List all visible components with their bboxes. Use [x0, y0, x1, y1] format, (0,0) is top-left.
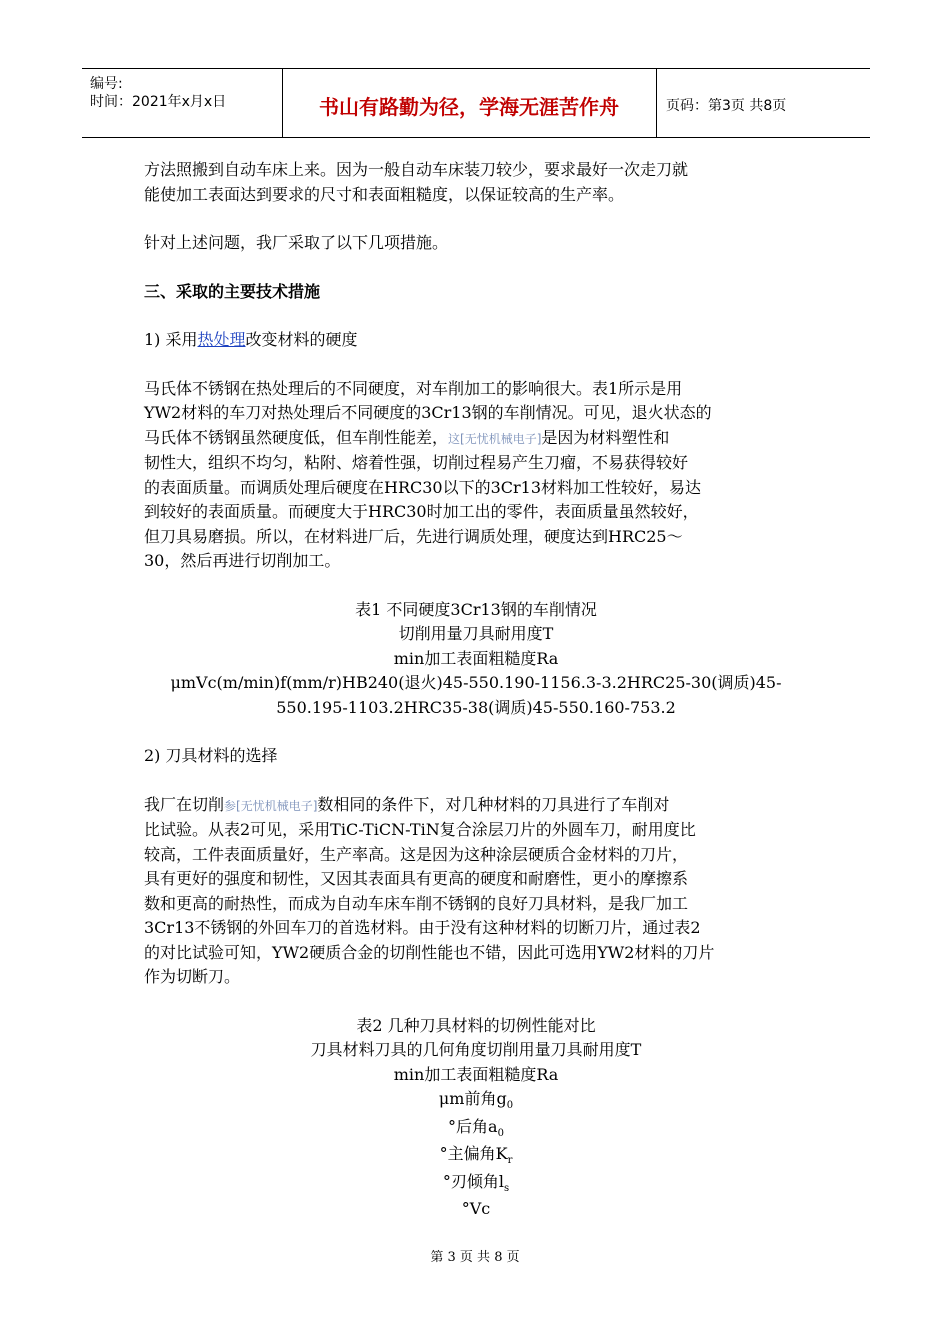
header-page-cell [656, 69, 870, 137]
page-footer: 第 3 页 共 8 页 [430, 1250, 520, 1265]
paragraph-line: 3Cr13不锈钢的外回车刀的首选材料。由于没有这种材料的切断刀片，通过表2 [144, 918, 701, 937]
table2-line: °后角$a_0$ [448, 1116, 504, 1139]
table2-line: °主偏角$K_r$ [439, 1144, 513, 1166]
header-motto-cell [282, 69, 657, 137]
table2-line: °Vc [461, 1199, 491, 1218]
table1-line: 切削用量刀具耐用度T [398, 624, 554, 643]
paragraph-line: 数和更高的耐热性，而成为自动车床车削不锈钢的良好刀具材料，是我厂加工 [144, 893, 689, 913]
table2-title: 表2 几种刀具材料的切例性能对比 [356, 1015, 596, 1035]
table1-line: 550.195-1103.2HRC35-38(调质)45-550.160-753.2 [276, 697, 676, 717]
heat-treatment-link[interactable]: 热处理 [197, 330, 246, 349]
item-suffix: 改变材料的硬度 [245, 330, 358, 349]
header-motto: 书山有路勤为径，学海无涯苦作舟 [319, 95, 619, 119]
paragraph-line: 我厂在切削参[无忧机械电子]数相同的条件下，对几种材料的刀具进行了车削对 [144, 794, 670, 814]
table2-line: μm前角$g_0$ [438, 1089, 514, 1111]
paragraph-line: 到较好的表面质量。而硬度大于HRC30时加工出的零件，表面质量虽然较好， [144, 502, 699, 521]
paragraph-line: 方法照搬到自动车床上来。因为一般自动车床装刀较少，要求最好一次走刀就 [144, 160, 689, 179]
table1-line: min加工表面粗糙度Ra [393, 648, 559, 668]
paragraph-line: 比试验。从表2可见，采用TiC-TiCN-TiN复合涂层刀片的外圆车刀，耐用度比 [144, 820, 696, 839]
table2-line: 刀具材料刀具的几何角度切削用量刀具耐用度T [310, 1040, 642, 1059]
document-body [144, 158, 808, 1222]
section-heading: 三、采取的主要技术措施 [144, 281, 321, 301]
page-header [82, 68, 870, 138]
table1-title: 表1 不同硬度3Cr13钢的车削情况 [355, 599, 597, 619]
paragraph-line: 具有更好的强度和韧性，又因其表面具有更高的硬度和耐磨性，更小的摩擦系 [144, 869, 689, 888]
paragraph-line: 较高，工件表面质量好，生产率高。这是因为这种涂层硬质合金材料的刀片， [144, 844, 689, 864]
paragraph-line: 能使加工表面达到要求的尺寸和表面粗糙度，以保证较高的生产率。 [144, 184, 625, 204]
table1-line: μmVc(m/min)f(mm/r)HB240(退火)45-550.190-1156.3-3.2HRC25-30(调质)45- [170, 673, 782, 692]
paragraph-line: 马氏体不锈钢在热处理后的不同硬度，对车削加工的影响很大。表1所示是用 [144, 378, 683, 398]
watermark-text: 参[无忧机械电子] [224, 798, 318, 813]
paragraph-line: 的对比试验可知，YW2硬质合金的切削性能也不错，因此可选用YW2材料的刀片 [144, 942, 715, 962]
paragraph-line: 30，然后再进行切削加工。 [144, 551, 341, 570]
table2-line: °刃倾角$l_s$ [442, 1171, 510, 1194]
paragraph-line: 韧性大，组织不均匀，粘附、熔着性强，切削过程易产生刀瘤，不易获得较好 [144, 453, 689, 472]
doc-number-label: 编号: [90, 76, 123, 92]
paragraph-line: 作为切断刀。 [144, 967, 241, 986]
table2-line: min加工表面粗糙度Ra [393, 1064, 559, 1084]
doc-time-label: 时间：2021年x月x日 [90, 94, 227, 110]
paragraph-line: YW2材料的车刀对热处理后不同硬度的3Cr13钢的车削情况。可见，退火状态的 [144, 403, 712, 422]
header-page-info: 页码：第3页 共8页 [666, 98, 787, 114]
paragraph: 针对上述问题，我厂采取了以下几项措施。 [144, 233, 449, 252]
item-prefix: 1) 采用 [144, 330, 198, 349]
paragraph-line: 但刀具易磨损。所以，在材料进厂后，先进行调质处理，硬度达到HRC25～ [144, 526, 683, 546]
list-item-tool-material: 2) 刀具材料的选择 [144, 746, 278, 765]
paragraph-line: 马氏体不锈钢虽然硬度低，但车削性能差，这[无忧机械电子]是因为材料塑性和 [144, 427, 670, 447]
watermark-text: 这[无忧机械电子] [448, 431, 542, 446]
header-meta-cell [82, 69, 283, 137]
list-item-heat-treatment [144, 328, 808, 353]
paragraph-line: 的表面质量。而调质处理后硬度在HRC30以下的3Cr13材料加工性较好，易达 [144, 477, 702, 497]
